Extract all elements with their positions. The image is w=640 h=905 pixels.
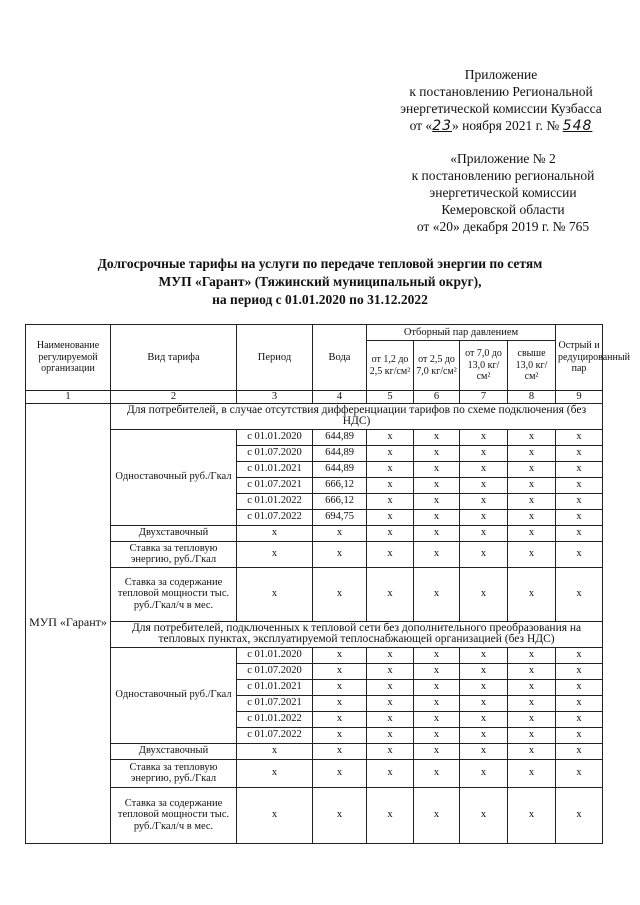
water-tariff-cell: х <box>313 647 367 663</box>
column-number: 2 <box>111 391 237 404</box>
empty-cell: х <box>414 541 460 567</box>
empty-cell: х <box>367 663 414 679</box>
empty-cell: х <box>414 647 460 663</box>
energy-rate-label: Ставка за тепловую энергию, руб./Гкал <box>111 759 237 787</box>
empty-cell: х <box>508 663 556 679</box>
empty-cell: х <box>508 509 556 525</box>
empty-cell: х <box>237 787 313 843</box>
empty-cell: х <box>367 743 414 759</box>
empty-cell: х <box>367 525 414 541</box>
annex-line: к постановлению Региональной <box>409 84 593 99</box>
water-tariff-cell: х <box>313 679 367 695</box>
empty-cell: х <box>367 509 414 525</box>
empty-cell: х <box>508 787 556 843</box>
empty-cell: х <box>367 695 414 711</box>
empty-cell: х <box>556 493 603 509</box>
empty-cell: х <box>367 461 414 477</box>
two-rate-label: Двухставочный <box>111 525 237 541</box>
annex-line: к постановлению региональной <box>411 168 595 183</box>
empty-cell: х <box>508 679 556 695</box>
empty-cell: х <box>460 787 508 843</box>
empty-cell: х <box>508 743 556 759</box>
empty-cell: х <box>556 759 603 787</box>
empty-cell: х <box>367 567 414 621</box>
empty-cell: х <box>508 445 556 461</box>
period-cell: с 01.07.2022 <box>237 727 313 743</box>
empty-cell: х <box>508 461 556 477</box>
empty-cell: х <box>367 711 414 727</box>
empty-cell: х <box>367 445 414 461</box>
empty-cell: х <box>367 541 414 567</box>
annex-original-header <box>372 150 634 235</box>
empty-cell: х <box>237 759 313 787</box>
empty-cell: х <box>508 477 556 493</box>
empty-cell: х <box>460 541 508 567</box>
empty-cell: х <box>460 445 508 461</box>
water-tariff-cell: 666,12 <box>313 493 367 509</box>
empty-cell: х <box>508 541 556 567</box>
handwritten-day: 23 <box>432 118 453 134</box>
empty-cell: х <box>556 695 603 711</box>
empty-cell: х <box>460 711 508 727</box>
period-cell: с 01.07.2020 <box>237 445 313 461</box>
empty-cell: х <box>237 567 313 621</box>
empty-cell: х <box>414 525 460 541</box>
annex-line: Кемеровской области <box>441 202 565 217</box>
empty-cell: х <box>237 541 313 567</box>
header-org: Наименование регулируемой организации <box>26 325 111 391</box>
energy-rate-label: Ставка за тепловую энергию, руб./Гкал <box>111 541 237 567</box>
column-number: 9 <box>556 391 603 404</box>
empty-cell: х <box>556 663 603 679</box>
header-pressure-2: от 2,5 до 7,0 кг/см² <box>414 341 460 391</box>
empty-cell: х <box>367 647 414 663</box>
empty-cell: х <box>508 759 556 787</box>
annex-date-line <box>370 117 632 135</box>
empty-cell: х <box>414 743 460 759</box>
empty-cell: х <box>460 429 508 445</box>
empty-cell: х <box>556 679 603 695</box>
empty-cell: х <box>460 477 508 493</box>
water-tariff-cell: 644,89 <box>313 429 367 445</box>
empty-cell: х <box>460 525 508 541</box>
column-number: 4 <box>313 391 367 404</box>
period-cell: с 01.01.2022 <box>237 711 313 727</box>
tariffs-table <box>25 324 630 844</box>
period-cell: с 01.01.2022 <box>237 493 313 509</box>
empty-cell: х <box>460 509 508 525</box>
empty-cell: х <box>414 461 460 477</box>
title-line: Долгосрочные тарифы на услуги по передаче тепловой энергии по сетям <box>97 256 543 271</box>
header-pressure-3: от 7,0 до 13,0 кг/см² <box>460 341 508 391</box>
empty-cell: х <box>414 477 460 493</box>
column-number: 8 <box>508 391 556 404</box>
empty-cell: х <box>414 787 460 843</box>
empty-cell: х <box>508 567 556 621</box>
empty-cell: х <box>313 787 367 843</box>
header-kind: Вид тарифа <box>111 325 237 391</box>
empty-cell: х <box>556 509 603 525</box>
empty-cell: х <box>367 759 414 787</box>
empty-cell: х <box>556 541 603 567</box>
header-period: Период <box>237 325 313 391</box>
period-cell: с 01.01.2021 <box>237 461 313 477</box>
empty-cell: х <box>556 461 603 477</box>
empty-cell: х <box>313 759 367 787</box>
empty-cell: х <box>237 743 313 759</box>
two-rate-label: Двухставочный <box>111 743 237 759</box>
empty-cell: х <box>556 727 603 743</box>
empty-cell: х <box>556 477 603 493</box>
header-steam-group: Отборный пар давлением <box>367 325 556 341</box>
annex-title: «Приложение № 2 <box>450 151 556 166</box>
empty-cell: х <box>414 493 460 509</box>
empty-cell: х <box>460 743 508 759</box>
water-tariff-cell: х <box>313 663 367 679</box>
empty-cell: х <box>556 525 603 541</box>
empty-cell: х <box>313 567 367 621</box>
organization-name: МУП «Гарант» <box>26 403 111 843</box>
header-sharp-steam: Острый и редуцированный пар <box>556 325 603 391</box>
document-title <box>40 255 600 309</box>
empty-cell: х <box>508 711 556 727</box>
empty-cell: х <box>414 727 460 743</box>
empty-cell: х <box>460 727 508 743</box>
header-pressure-4: свыше 13,0 кг/см² <box>508 341 556 391</box>
empty-cell: х <box>556 567 603 621</box>
empty-cell: х <box>556 429 603 445</box>
power-rate-label: Ставка за содержание тепловой мощности тыс. руб./Гкал/ч в мес. <box>111 787 237 843</box>
period-cell: с 01.01.2020 <box>237 429 313 445</box>
column-number: 7 <box>460 391 508 404</box>
empty-cell: х <box>508 727 556 743</box>
empty-cell: х <box>508 429 556 445</box>
period-cell: с 01.01.2021 <box>237 679 313 695</box>
period-cell: с 01.07.2020 <box>237 663 313 679</box>
header-pressure-1: от 1,2 до 2,5 кг/см² <box>367 341 414 391</box>
consumer-group-title: Для потребителей, в случае отсутствия дифференциации тарифов по схеме подключения (без НДС) <box>111 403 603 429</box>
annex-title: Приложение <box>464 67 538 82</box>
empty-cell: х <box>460 567 508 621</box>
period-cell: с 01.07.2021 <box>237 695 313 711</box>
empty-cell: х <box>367 429 414 445</box>
annex-header <box>370 66 632 135</box>
empty-cell: х <box>367 493 414 509</box>
column-number: 5 <box>367 391 414 404</box>
empty-cell: х <box>414 445 460 461</box>
water-tariff-cell: 694,75 <box>313 509 367 525</box>
empty-cell: х <box>556 743 603 759</box>
annex-date-mid: » ноября 2021 г. № <box>452 118 560 133</box>
empty-cell: х <box>508 647 556 663</box>
empty-cell: х <box>414 695 460 711</box>
empty-cell: х <box>414 429 460 445</box>
period-cell: с 01.07.2021 <box>237 477 313 493</box>
empty-cell: х <box>414 711 460 727</box>
header-water: Вода <box>313 325 367 391</box>
annex-date-prefix: от « <box>409 118 433 133</box>
water-tariff-cell: 666,12 <box>313 477 367 493</box>
empty-cell: х <box>313 525 367 541</box>
water-tariff-cell: 644,89 <box>313 461 367 477</box>
water-tariff-cell: х <box>313 695 367 711</box>
empty-cell: х <box>556 787 603 843</box>
empty-cell: х <box>508 525 556 541</box>
title-line: МУП «Гарант» (Тяжинский муниципальный округ), <box>158 274 482 289</box>
annex-line: энергетической комиссии <box>429 185 577 200</box>
column-number: 6 <box>414 391 460 404</box>
empty-cell: х <box>414 567 460 621</box>
annex-line: от «20» декабря 2019 г. № 765 <box>416 219 590 234</box>
empty-cell: х <box>367 477 414 493</box>
empty-cell: х <box>414 663 460 679</box>
empty-cell: х <box>556 647 603 663</box>
single-rate-label: Одноставочный руб./Гкал <box>111 429 237 525</box>
single-rate-label: Одноставочный руб./Гкал <box>111 647 237 743</box>
empty-cell: х <box>460 461 508 477</box>
column-number: 3 <box>237 391 313 404</box>
water-tariff-cell: х <box>313 711 367 727</box>
empty-cell: х <box>313 743 367 759</box>
power-rate-label: Ставка за содержание тепловой мощности тыс. руб./Гкал/ч в мес. <box>111 567 237 621</box>
empty-cell: х <box>414 759 460 787</box>
empty-cell: х <box>460 695 508 711</box>
empty-cell: х <box>313 541 367 567</box>
empty-cell: х <box>414 509 460 525</box>
consumer-group-title: Для потребителей, подключенных к тепловой сети без дополнительного преобразования на тепловых пунктах, эксплуатируемой теплоснабжающей организацией (без НДС) <box>111 621 603 647</box>
empty-cell: х <box>414 679 460 695</box>
empty-cell: х <box>556 711 603 727</box>
title-line: на период с 01.01.2020 по 31.12.2022 <box>212 292 428 307</box>
empty-cell: х <box>367 727 414 743</box>
empty-cell: х <box>367 787 414 843</box>
empty-cell: х <box>508 695 556 711</box>
empty-cell: х <box>556 445 603 461</box>
water-tariff-cell: 644,89 <box>313 445 367 461</box>
empty-cell: х <box>460 759 508 787</box>
water-tariff-cell: х <box>313 727 367 743</box>
empty-cell: х <box>367 679 414 695</box>
period-cell: с 01.01.2020 <box>237 647 313 663</box>
column-number: 1 <box>26 391 111 404</box>
empty-cell: х <box>460 647 508 663</box>
annex-line: энергетической комиссии Кузбасса <box>400 101 602 116</box>
empty-cell: х <box>508 493 556 509</box>
period-cell: с 01.07.2022 <box>237 509 313 525</box>
empty-cell: х <box>237 525 313 541</box>
handwritten-number: 548 <box>562 118 593 134</box>
empty-cell: х <box>460 663 508 679</box>
empty-cell: х <box>460 493 508 509</box>
empty-cell: х <box>460 679 508 695</box>
